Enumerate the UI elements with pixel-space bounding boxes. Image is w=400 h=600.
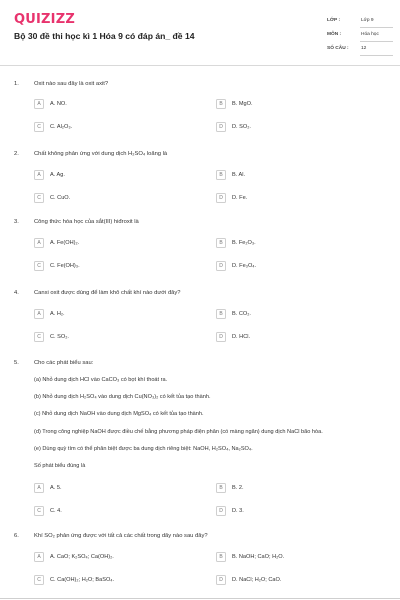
option-letter: D — [216, 332, 226, 342]
option-text: D. Fe₃O₄. — [232, 262, 257, 269]
option-text: A. CaO; K₂SO₄; Ca(OH)₂. — [50, 553, 114, 560]
option-text: D. SO₂. — [232, 123, 251, 130]
option-c[interactable] — [34, 192, 184, 204]
question-number: 3. — [14, 219, 19, 225]
option-text: D. Fe. — [232, 194, 248, 201]
option-text: C. CuO. — [50, 194, 71, 201]
statement-b: (b) Nhỏ dung dịch H₂SO₄ vào dung dịch Cu(NO₃)₂ có kết tủa tạo thành. — [34, 394, 211, 400]
option-c[interactable] — [34, 505, 184, 517]
question-number: 5. — [14, 360, 19, 366]
option-letter: C — [34, 506, 44, 516]
option-b[interactable] — [216, 551, 366, 563]
option-text: D. HCl. — [232, 333, 251, 340]
option-letter: C — [34, 122, 44, 132]
option-letter: A — [34, 483, 44, 493]
option-text: B. MgO. — [232, 100, 253, 107]
option-b[interactable] — [216, 98, 366, 110]
option-text: C. Fe(OH)₃. — [50, 262, 80, 269]
option-c[interactable] — [34, 121, 184, 133]
option-b[interactable] — [216, 169, 366, 181]
question-number: 1. — [14, 81, 19, 87]
option-letter: B — [216, 309, 226, 319]
option-letter: A — [34, 552, 44, 562]
option-letter: A — [34, 99, 44, 109]
option-letter: B — [216, 238, 226, 248]
option-d[interactable] — [216, 192, 366, 204]
meta-class — [327, 14, 393, 28]
option-text: D. 3. — [232, 507, 244, 514]
option-letter: D — [216, 261, 226, 271]
question-text: Công thức hóa học của sắt(III) hiđroxit là — [34, 219, 139, 225]
option-text: D. NaCl; H₂O; CaO. — [232, 576, 282, 583]
option-a[interactable] — [34, 551, 184, 563]
question-text: Khí SO₂ phản ứng được với tất cả các chất trong dãy nào sau đây? — [34, 533, 208, 539]
option-text: B. 2. — [232, 484, 244, 491]
statement-prompt: Số phát biểu đúng là — [34, 463, 86, 469]
option-letter: C — [34, 193, 44, 203]
option-letter: A — [34, 309, 44, 319]
option-letter: B — [216, 170, 226, 180]
meta-class-label: LỚP : — [327, 18, 341, 23]
option-letter: D — [216, 575, 226, 585]
option-d[interactable] — [216, 505, 366, 517]
meta-subject-value: Hóa học — [361, 32, 379, 37]
option-text: B. Fe₂O₃. — [232, 239, 256, 246]
option-text: C. SO₂. — [50, 333, 69, 340]
meta-subject-label: MÔN : — [327, 32, 342, 37]
option-text: C. Al₂O₃. — [50, 123, 73, 130]
question-number: 2. — [14, 151, 19, 157]
option-c[interactable] — [34, 331, 184, 343]
meta-count-value: 12 — [361, 46, 367, 51]
option-letter: C — [34, 575, 44, 585]
option-letter: C — [34, 332, 44, 342]
meta-class-value: Lớp 9 — [361, 18, 374, 23]
option-text: A. 5. — [50, 484, 62, 491]
option-b[interactable] — [216, 482, 366, 494]
meta-count-label: SỐ CÂU : — [327, 46, 349, 51]
option-a[interactable] — [34, 308, 184, 320]
worksheet-header — [0, 0, 400, 66]
option-a[interactable] — [34, 98, 184, 110]
option-letter: D — [216, 122, 226, 132]
option-c[interactable] — [34, 574, 184, 586]
option-text: A. Fe(OH)₂. — [50, 239, 80, 246]
option-text: A. H₂. — [50, 310, 65, 317]
option-d[interactable] — [216, 331, 366, 343]
option-text: C. 4. — [50, 507, 62, 514]
question-text: Oxit nào sau đây là oxit axit? — [34, 81, 109, 87]
option-text: B. Al. — [232, 171, 246, 178]
statement-e: (e) Dùng quỳ tím có thể phân biệt được ba dung dịch riêng biệt: NaOH, H₂SO₄, Na₂SO₄. — [34, 446, 253, 452]
question-number: 6. — [14, 533, 19, 539]
option-text: B. NaOH; CaO; H₂O. — [232, 553, 285, 560]
option-a[interactable] — [34, 482, 184, 494]
option-a[interactable] — [34, 169, 184, 181]
option-letter: C — [34, 261, 44, 271]
option-letter: A — [34, 170, 44, 180]
meta-count-line — [360, 55, 393, 56]
quizizz-logo: QUIZIZZ — [14, 12, 75, 27]
question-number: 4. — [14, 290, 19, 296]
meta-count — [327, 42, 393, 56]
option-text: C. Ca(OH)₂; H₂O; BaSO₄. — [50, 576, 115, 583]
option-text: A. NO. — [50, 100, 67, 107]
option-c[interactable] — [34, 260, 184, 272]
question-text: Cho các phát biểu sau: — [34, 360, 94, 366]
meta-subject — [327, 28, 393, 42]
option-d[interactable] — [216, 260, 366, 272]
option-d[interactable] — [216, 121, 366, 133]
option-letter: B — [216, 483, 226, 493]
page-bottom-divider — [0, 598, 400, 599]
option-a[interactable] — [34, 237, 184, 249]
option-letter: B — [216, 552, 226, 562]
option-b[interactable] — [216, 308, 366, 320]
option-text: B. CO₂. — [232, 310, 251, 317]
statement-c: (c) Nhỏ dung dịch NaOH vào dung dịch MgSO₄ có kết tủa tạo thành. — [34, 411, 204, 417]
option-letter: D — [216, 193, 226, 203]
option-d[interactable] — [216, 574, 366, 586]
question-text: Canxi oxit được dùng để làm khô chất khí nào dưới đây? — [34, 290, 181, 296]
page-title: Bộ 30 đề thi học kì 1 Hóa 9 có đáp án_ đề 14 — [14, 31, 195, 41]
option-letter: D — [216, 506, 226, 516]
statement-a: (a) Nhỏ dung dịch HCl vào CaCO₃ có bọt khí thoát ra. — [34, 377, 168, 383]
statement-d: (d) Trong công nghiệp NaOH được điều chế bằng phương pháp điện phân (có màng ngăn) dung dịch NaCl bão hòa. — [34, 429, 323, 435]
question-text: Chất không phản ứng với dung dịch H₂SO₄ loãng là — [34, 151, 168, 157]
option-letter: B — [216, 99, 226, 109]
option-letter: A — [34, 238, 44, 248]
option-b[interactable] — [216, 237, 366, 249]
option-text: A. Ag. — [50, 171, 65, 178]
